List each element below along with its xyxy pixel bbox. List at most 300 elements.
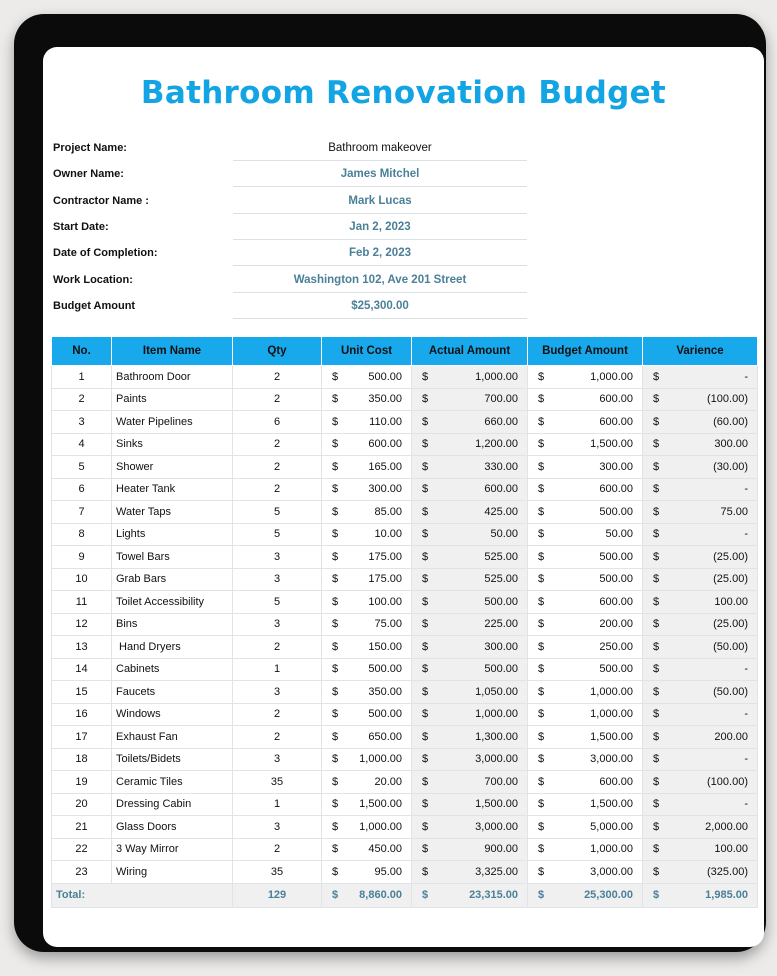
currency-symbol: $ (332, 889, 339, 901)
variance (643, 523, 758, 546)
info-label: Project Name: (53, 142, 127, 154)
unit-cost (322, 411, 412, 434)
currency-symbol: $ (332, 550, 339, 563)
currency-symbol: $ (422, 640, 429, 653)
amount: 3,000.00 (475, 753, 518, 766)
amount: (100.00) (707, 393, 748, 406)
currency-symbol: $ (332, 528, 339, 541)
amount: - (744, 708, 748, 721)
amount: 250.00 (599, 640, 633, 653)
amount: 600.00 (484, 483, 518, 496)
unit-cost (322, 838, 412, 861)
amount: 600.00 (599, 483, 633, 496)
quantity: 2 (233, 433, 322, 456)
amount: 1,500.00 (590, 730, 633, 743)
currency-symbol: $ (538, 798, 545, 811)
actual-amount (412, 681, 528, 704)
currency-symbol: $ (332, 865, 339, 878)
info-value: Jan 2, 2023 (233, 214, 527, 240)
currency-symbol: $ (332, 640, 339, 653)
currency-symbol: $ (538, 415, 545, 428)
amount: 1,300.00 (475, 730, 518, 743)
amount: 20.00 (374, 775, 402, 788)
currency-symbol: $ (653, 573, 660, 586)
budget-amount (528, 478, 643, 501)
unit-cost (322, 703, 412, 726)
actual-amount (412, 613, 528, 636)
budget-amount (528, 703, 643, 726)
unit-cost (322, 658, 412, 681)
currency-symbol: $ (653, 640, 660, 653)
total-row (52, 883, 758, 907)
amount: 75.00 (720, 505, 748, 518)
currency-symbol: $ (422, 573, 429, 586)
table-row (52, 613, 758, 636)
amount: 450.00 (368, 843, 402, 856)
budget-amount (528, 456, 643, 479)
item-name: Ceramic Tiles (112, 771, 233, 794)
table-row (52, 388, 758, 411)
column-header: Budget Amount (528, 337, 643, 366)
unit-cost (322, 726, 412, 749)
currency-symbol: $ (422, 438, 429, 451)
item-name: Wiring (112, 861, 233, 884)
budget-amount (528, 523, 643, 546)
row-number: 4 (52, 433, 112, 456)
info-label: Start Date: (53, 220, 109, 233)
currency-symbol: $ (538, 889, 545, 901)
currency-symbol: $ (538, 618, 545, 631)
currency-symbol: $ (538, 685, 545, 698)
table-row (52, 523, 758, 546)
amount: 1,500.00 (590, 438, 633, 451)
quantity: 3 (233, 681, 322, 704)
unit-cost (322, 501, 412, 524)
amount: 5,000.00 (590, 820, 633, 833)
unit-cost (322, 771, 412, 794)
currency-symbol: $ (422, 865, 429, 878)
budget-sheet (43, 47, 764, 947)
currency-symbol: $ (332, 370, 339, 383)
currency-symbol: $ (332, 775, 339, 788)
info-row (43, 161, 764, 187)
variance (643, 366, 758, 389)
quantity: 2 (233, 726, 322, 749)
quantity: 5 (233, 591, 322, 614)
row-number: 3 (52, 411, 112, 434)
table-row (52, 456, 758, 479)
info-label: Owner Name: (53, 168, 124, 181)
budget-amount (528, 681, 643, 704)
currency-symbol: $ (653, 370, 660, 383)
amount: 1,500.00 (590, 798, 633, 811)
quantity: 2 (233, 456, 322, 479)
actual-amount (412, 433, 528, 456)
variance (643, 838, 758, 861)
amount: 200.00 (599, 618, 633, 631)
info-label: Date of Completion: (53, 247, 158, 260)
currency-symbol: $ (538, 775, 545, 788)
budget-amount (528, 613, 643, 636)
amount: 500.00 (599, 573, 633, 586)
item-name: 3 Way Mirror (112, 838, 233, 861)
row-number: 21 (52, 816, 112, 839)
table-row (52, 501, 758, 524)
amount: 500.00 (484, 595, 518, 608)
budget-amount (528, 793, 643, 816)
item-name: Cabinets (112, 658, 233, 681)
variance (643, 726, 758, 749)
variance (643, 591, 758, 614)
amount: 1,985.00 (705, 889, 748, 901)
variance (643, 478, 758, 501)
budget-amount (528, 411, 643, 434)
row-number: 10 (52, 568, 112, 591)
currency-symbol: $ (653, 708, 660, 721)
budget-amount (528, 366, 643, 389)
row-number: 16 (52, 703, 112, 726)
amount: (325.00) (707, 865, 748, 878)
currency-symbol: $ (332, 708, 339, 721)
amount: 25,300.00 (584, 889, 633, 901)
quantity: 2 (233, 388, 322, 411)
budget-table (51, 336, 758, 908)
row-number: 23 (52, 861, 112, 884)
currency-symbol: $ (422, 685, 429, 698)
currency-symbol: $ (653, 618, 660, 631)
quantity: 2 (233, 366, 322, 389)
variance (643, 636, 758, 659)
actual-amount (412, 388, 528, 411)
currency-symbol: $ (422, 370, 429, 383)
amount: 175.00 (368, 550, 402, 563)
currency-symbol: $ (332, 415, 339, 428)
currency-symbol: $ (422, 798, 429, 811)
actual-amount (412, 816, 528, 839)
budget-amount (528, 771, 643, 794)
info-row (43, 267, 764, 293)
amount: 100.00 (714, 595, 748, 608)
unit-cost (322, 793, 412, 816)
amount: 1,200.00 (475, 438, 518, 451)
variance (643, 613, 758, 636)
amount: 1,000.00 (590, 708, 633, 721)
table-row (52, 568, 758, 591)
info-row (43, 135, 764, 161)
info-value: Bathroom makeover (233, 135, 527, 161)
item-name: Toilets/Bidets (112, 748, 233, 771)
total-quantity: 129 (233, 883, 322, 907)
amount: 350.00 (368, 393, 402, 406)
amount: 500.00 (484, 663, 518, 676)
total-unit-cost (322, 883, 412, 907)
amount: (25.00) (713, 573, 748, 586)
amount: - (744, 798, 748, 811)
amount: 700.00 (484, 393, 518, 406)
variance (643, 703, 758, 726)
currency-symbol: $ (538, 865, 545, 878)
currency-symbol: $ (653, 730, 660, 743)
amount: - (744, 483, 748, 496)
item-name: Lights (112, 523, 233, 546)
amount: 165.00 (368, 460, 402, 473)
budget-amount (528, 546, 643, 569)
table-row (52, 703, 758, 726)
table-row (52, 433, 758, 456)
amount: 50.00 (490, 528, 518, 541)
row-number: 2 (52, 388, 112, 411)
table-row (52, 366, 758, 389)
item-name: Heater Tank (112, 478, 233, 501)
table-row (52, 478, 758, 501)
currency-symbol: $ (538, 460, 545, 473)
amount: 8,860.00 (359, 889, 402, 901)
quantity: 5 (233, 501, 322, 524)
table-row (52, 546, 758, 569)
amount: 1,500.00 (359, 798, 402, 811)
currency-symbol: $ (538, 753, 545, 766)
currency-symbol: $ (422, 889, 429, 901)
currency-symbol: $ (538, 708, 545, 721)
currency-symbol: $ (653, 595, 660, 608)
total-actual-amount (412, 883, 528, 907)
amount: 225.00 (484, 618, 518, 631)
amount: 600.00 (599, 415, 633, 428)
amount: 3,325.00 (475, 865, 518, 878)
row-number: 6 (52, 478, 112, 501)
currency-symbol: $ (538, 730, 545, 743)
item-name: Water Pipelines (112, 411, 233, 434)
actual-amount (412, 771, 528, 794)
item-name: Windows (112, 703, 233, 726)
column-header: Actual Amount (412, 337, 528, 366)
amount: 650.00 (368, 730, 402, 743)
amount: 3,000.00 (590, 753, 633, 766)
currency-symbol: $ (538, 663, 545, 676)
budget-amount (528, 501, 643, 524)
variance (643, 501, 758, 524)
info-label: Budget Amount (53, 299, 136, 312)
unit-cost (322, 748, 412, 771)
row-number: 17 (52, 726, 112, 749)
amount: 95.00 (374, 865, 402, 878)
info-row (43, 214, 764, 240)
unit-cost (322, 816, 412, 839)
item-name: Sinks (112, 433, 233, 456)
table-row (52, 591, 758, 614)
table-row (52, 838, 758, 861)
row-number: 15 (52, 681, 112, 704)
unit-cost (322, 523, 412, 546)
row-number: 1 (52, 366, 112, 389)
variance (643, 681, 758, 704)
item-name: Glass Doors (112, 816, 233, 839)
amount: 3,000.00 (475, 820, 518, 833)
budget-amount (528, 816, 643, 839)
currency-symbol: $ (653, 820, 660, 833)
currency-symbol: $ (422, 618, 429, 631)
amount: 300.00 (714, 438, 748, 451)
actual-amount (412, 658, 528, 681)
actual-amount (412, 568, 528, 591)
currency-symbol: $ (422, 820, 429, 833)
unit-cost (322, 456, 412, 479)
currency-symbol: $ (422, 483, 429, 496)
amount: 500.00 (599, 550, 633, 563)
quantity: 3 (233, 546, 322, 569)
table-row (52, 411, 758, 434)
variance (643, 658, 758, 681)
currency-symbol: $ (332, 505, 339, 518)
amount: 150.00 (368, 640, 402, 653)
amount: 100.00 (368, 595, 402, 608)
budget-amount (528, 568, 643, 591)
amount: 300.00 (368, 483, 402, 496)
amount: 900.00 (484, 843, 518, 856)
variance (643, 456, 758, 479)
amount: 1,000.00 (590, 685, 633, 698)
actual-amount (412, 546, 528, 569)
item-name: Paints (112, 388, 233, 411)
item-name: Bins (112, 613, 233, 636)
currency-symbol: $ (422, 415, 429, 428)
currency-symbol: $ (332, 798, 339, 811)
currency-symbol: $ (538, 370, 545, 383)
amount: 300.00 (484, 640, 518, 653)
currency-symbol: $ (422, 528, 429, 541)
currency-symbol: $ (422, 843, 429, 856)
budget-amount (528, 388, 643, 411)
currency-symbol: $ (422, 753, 429, 766)
currency-symbol: $ (332, 663, 339, 676)
currency-symbol: $ (332, 393, 339, 406)
unit-cost (322, 613, 412, 636)
amount: 1,500.00 (475, 798, 518, 811)
quantity: 2 (233, 478, 322, 501)
budget-amount (528, 433, 643, 456)
item-name: Faucets (112, 681, 233, 704)
table-row (52, 748, 758, 771)
variance (643, 748, 758, 771)
item-name: Towel Bars (112, 546, 233, 569)
amount: (60.00) (713, 415, 748, 428)
currency-symbol: $ (422, 595, 429, 608)
amount: 75.00 (374, 618, 402, 631)
item-name: Exhaust Fan (112, 726, 233, 749)
total-budget-amount (528, 883, 643, 907)
unit-cost (322, 591, 412, 614)
amount: 175.00 (368, 573, 402, 586)
currency-symbol: $ (653, 505, 660, 518)
quantity: 3 (233, 568, 322, 591)
actual-amount (412, 838, 528, 861)
info-label: Contractor Name : (53, 194, 149, 207)
currency-symbol: $ (653, 753, 660, 766)
quantity: 35 (233, 771, 322, 794)
currency-symbol: $ (422, 550, 429, 563)
currency-symbol: $ (653, 889, 660, 901)
currency-symbol: $ (422, 708, 429, 721)
row-number: 22 (52, 838, 112, 861)
unit-cost (322, 366, 412, 389)
column-header: Item Name (112, 337, 233, 366)
row-number: 7 (52, 501, 112, 524)
currency-symbol: $ (422, 505, 429, 518)
actual-amount (412, 793, 528, 816)
amount: (100.00) (707, 775, 748, 788)
currency-symbol: $ (422, 663, 429, 676)
variance (643, 546, 758, 569)
page-title: Bathroom Renovation Budget (140, 75, 667, 111)
actual-amount (412, 726, 528, 749)
unit-cost (322, 433, 412, 456)
amount: 1,000.00 (359, 753, 402, 766)
table-row (52, 771, 758, 794)
quantity: 3 (233, 748, 322, 771)
tablet-frame (14, 14, 766, 952)
unit-cost (322, 681, 412, 704)
currency-symbol: $ (332, 595, 339, 608)
amount: 1,000.00 (590, 843, 633, 856)
amount: 600.00 (368, 438, 402, 451)
currency-symbol: $ (332, 685, 339, 698)
actual-amount (412, 366, 528, 389)
row-number: 8 (52, 523, 112, 546)
actual-amount (412, 748, 528, 771)
amount: 100.00 (714, 843, 748, 856)
column-header: Varience (643, 337, 758, 366)
amount: 700.00 (484, 775, 518, 788)
unit-cost (322, 568, 412, 591)
column-header: No. (52, 337, 112, 366)
actual-amount (412, 411, 528, 434)
info-value: $25,300.00 (233, 293, 527, 319)
column-header: Qty (233, 337, 322, 366)
unit-cost (322, 636, 412, 659)
quantity: 3 (233, 816, 322, 839)
currency-symbol: $ (332, 483, 339, 496)
table-row (52, 636, 758, 659)
currency-symbol: $ (538, 528, 545, 541)
table-header (52, 337, 758, 366)
table-row (52, 816, 758, 839)
actual-amount (412, 523, 528, 546)
amount: - (744, 663, 748, 676)
unit-cost (322, 478, 412, 501)
actual-amount (412, 478, 528, 501)
currency-symbol: $ (653, 798, 660, 811)
row-number: 12 (52, 613, 112, 636)
unit-cost (322, 861, 412, 884)
quantity: 6 (233, 411, 322, 434)
amount: 1,000.00 (590, 370, 633, 383)
amount: 200.00 (714, 730, 748, 743)
currency-symbol: $ (653, 438, 660, 451)
row-number: 9 (52, 546, 112, 569)
table-body (52, 366, 758, 884)
amount: 500.00 (368, 370, 402, 383)
currency-symbol: $ (653, 865, 660, 878)
table-row (52, 681, 758, 704)
currency-symbol: $ (332, 820, 339, 833)
table-row (52, 726, 758, 749)
row-number: 20 (52, 793, 112, 816)
amount: 600.00 (599, 393, 633, 406)
amount: (25.00) (713, 618, 748, 631)
currency-symbol: $ (538, 640, 545, 653)
amount: 85.00 (374, 505, 402, 518)
currency-symbol: $ (332, 460, 339, 473)
